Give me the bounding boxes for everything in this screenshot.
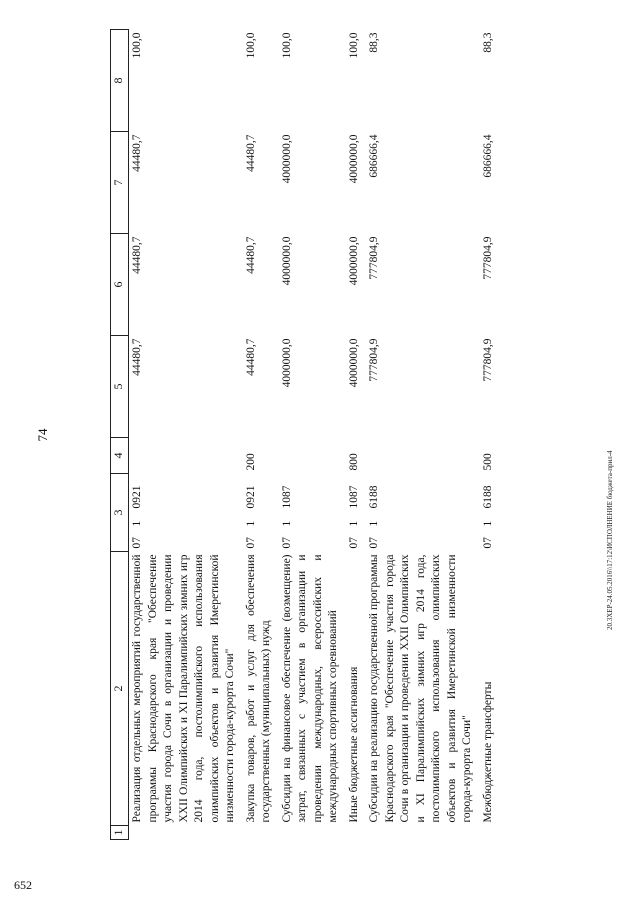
budget-table [110, 29, 500, 840]
col-header-7: 7 [111, 131, 129, 233]
row-name: Субсидии на финансовое обеспечение (возмещение) затрат, связанных с участием в организации и проведении международных, всероссийских и международных спортивных соревнований [280, 554, 339, 823]
row-expense-type: 500 [481, 453, 494, 471]
col-header-5: 5 [111, 335, 129, 437]
row-value-5: 4000000,0 [347, 338, 360, 388]
row-value-6: 777804,9 [368, 236, 380, 280]
row-subsection: 1 [368, 520, 380, 527]
table-row [366, 29, 480, 839]
sheet-number: 74 [35, 428, 50, 442]
row-target-code: 6188 [481, 485, 494, 509]
row-subsection: 1 [131, 520, 143, 527]
row-value-6: 777804,9 [481, 236, 494, 280]
col-header-3: 3 [111, 473, 129, 551]
row-value-7: 44480,7 [244, 134, 257, 172]
row-target-code: 6188 [368, 485, 380, 509]
row-value-7: 4000000,0 [347, 134, 360, 184]
row-subsection: 1 [244, 520, 257, 527]
row-target-code: 1087 [347, 485, 360, 509]
row-expense-type: 800 [347, 453, 360, 471]
row-section: 07 [131, 537, 143, 549]
col-header-4: 4 [111, 437, 129, 473]
row-value-6: 44480,7 [244, 236, 257, 274]
row-value-7: 4000000,0 [280, 134, 293, 184]
row-section: 07 [368, 537, 380, 549]
row-value-6: 4000000,0 [280, 236, 293, 286]
row-value-5: 44480,7 [244, 338, 257, 376]
row-value-7: 686666,4 [368, 134, 380, 178]
row-expense-type [366, 437, 480, 473]
page-number: 652 [14, 878, 32, 892]
row-value-8: 100,0 [280, 32, 293, 59]
row-value-5: 777804,9 [368, 338, 380, 382]
header-row [111, 29, 129, 839]
col-header-1: 1 [111, 826, 129, 840]
row-target-code: 0921 [131, 485, 143, 509]
col-header-8: 8 [111, 29, 129, 131]
row-name: Иные бюджетные ассигнования [347, 666, 360, 823]
row-value-8: 88,3 [481, 32, 494, 53]
table-row [243, 29, 279, 839]
col-header-6: 6 [111, 233, 129, 335]
table-row [279, 29, 346, 839]
row-name: Субсидии на реализацию государственной программы Краснодарского края "Обеспечение участия города Сочи в организации и проведении XXII Олимпийских и XI Паралимпийских зимних игр 2014 года, постолимпийского использования олимпийских объектов и развития Имеретинской низменности города-курорта Сочи" [368, 554, 473, 823]
row-target-code: 1087 [280, 485, 293, 509]
row-subsection: 1 [347, 520, 360, 527]
row-name: Межбюджетные трансферты [481, 681, 494, 823]
row-value-5: 777804,9 [481, 338, 494, 382]
row-value-8: 88,3 [368, 32, 380, 53]
row-value-6: 4000000,0 [347, 236, 360, 286]
row-value-5: 4000000,0 [280, 338, 293, 388]
file-path-footer: 20.3ХЕР-24.05.2016\\17:12\ИСПОЛНЕНИЕ бюджета-прил-4 [606, 450, 614, 630]
row-expense-type [129, 437, 243, 473]
row-section: 07 [481, 537, 494, 549]
row-value-6: 44480,7 [131, 236, 143, 274]
table-row [346, 29, 367, 839]
row-value-8: 100,0 [131, 32, 143, 59]
row-subsection: 1 [481, 520, 494, 527]
row-name: Закупка товаров, работ и услуг для обеспечения государственных (муниципальных) нужд [244, 554, 272, 823]
col-header-2: 2 [111, 552, 129, 826]
row-value-8: 100,0 [347, 32, 360, 59]
row-expense-type: 200 [244, 453, 257, 471]
row-section: 07 [347, 537, 360, 549]
table-row [480, 29, 501, 839]
row-value-5: 44480,7 [131, 338, 143, 376]
row-target-code: 0921 [244, 485, 257, 509]
row-section: 07 [244, 537, 257, 549]
table-row [129, 29, 243, 839]
row-subsection: 1 [280, 520, 293, 527]
row-value-8: 100,0 [244, 32, 257, 59]
row-section: 07 [280, 537, 293, 549]
row-name: Реализация отдельных мероприятий государственной программы Краснодарского края "Обеспечение участия города Сочи в организации и проведении XXII Олимпийских и XI Паралимпийских зимних игр 2014 года, постолимпийского использования олимпийских объектов и развития Имеретинской низменности города-курорта Сочи" [131, 554, 236, 823]
rotated-page-content [35, 30, 610, 840]
row-expense-type [279, 437, 346, 473]
row-value-7: 44480,7 [131, 134, 143, 172]
row-value-7: 686666,4 [481, 134, 494, 178]
